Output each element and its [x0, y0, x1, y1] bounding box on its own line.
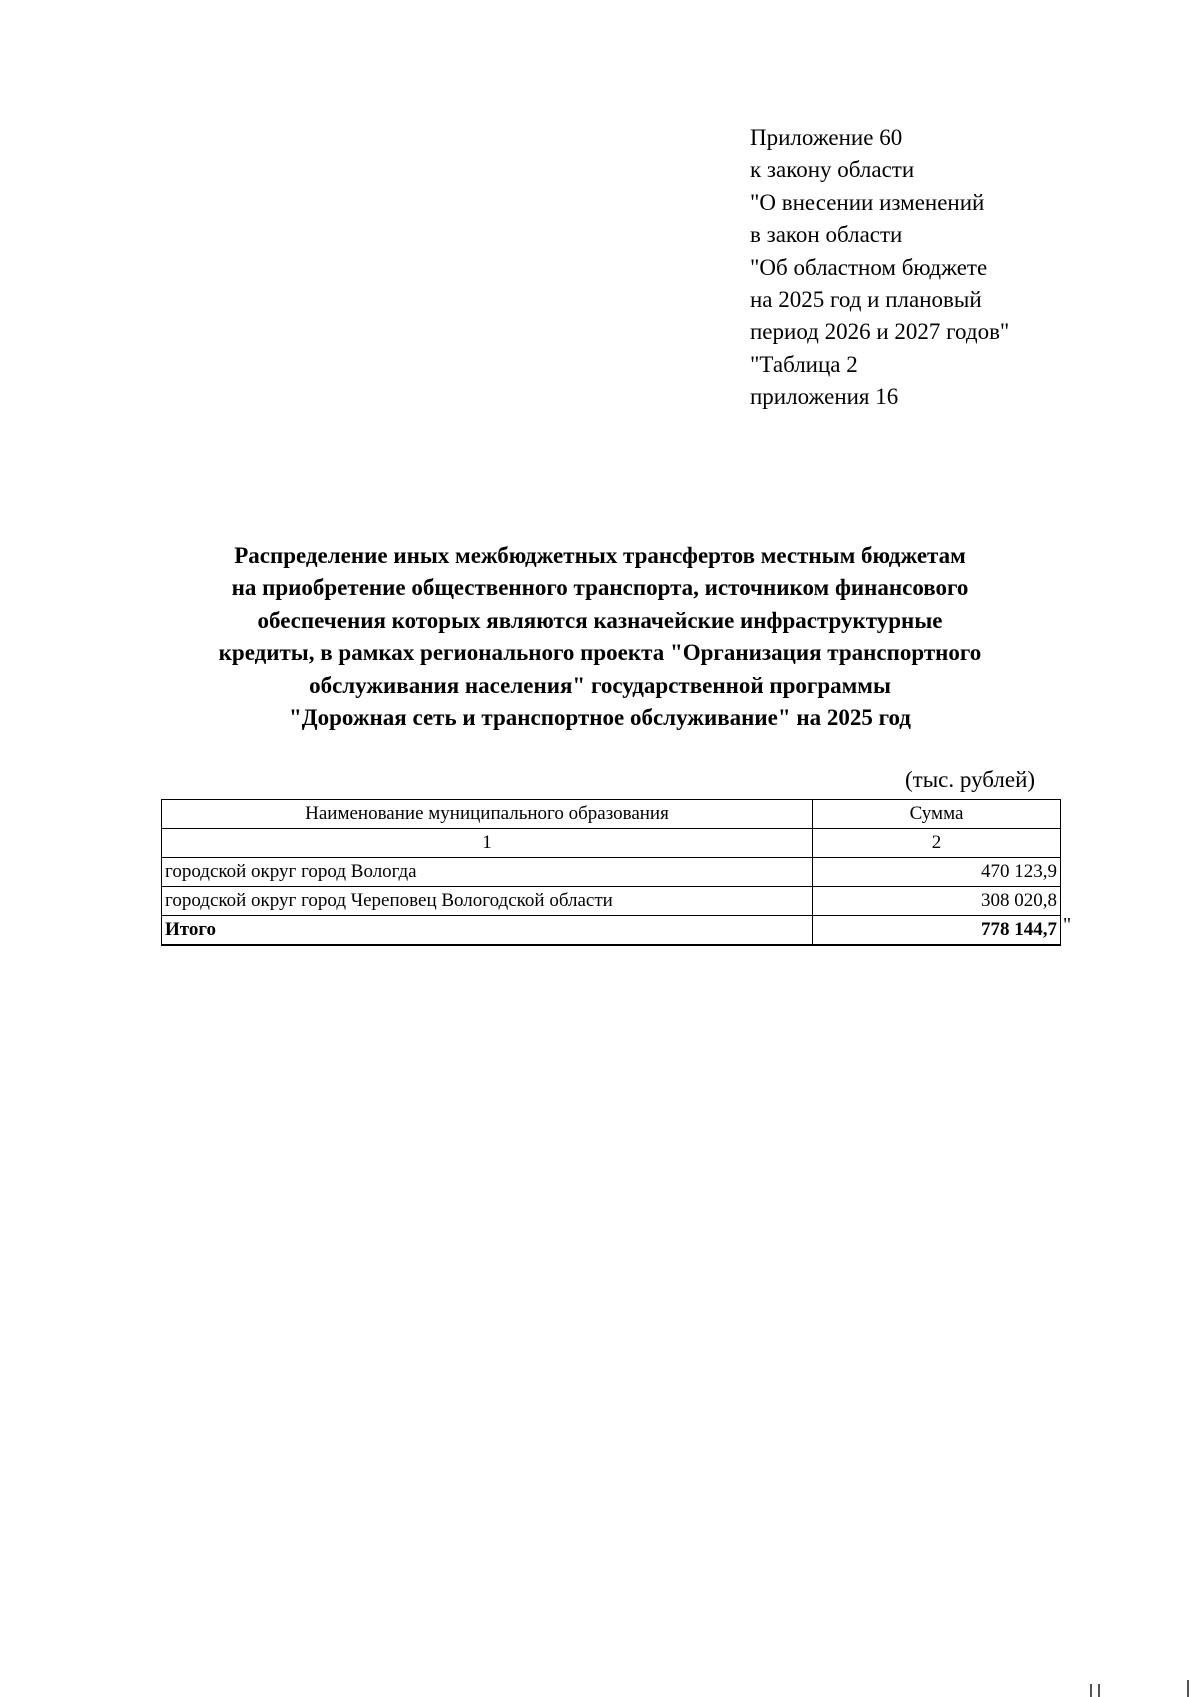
table-header-row	[162, 800, 1061, 829]
amount-value: 470 123,9	[813, 858, 1061, 887]
transfers-table	[161, 799, 1061, 946]
appendix-line: к закону области	[750, 157, 915, 183]
document-title	[160, 540, 1040, 734]
appendix-line: в закон области	[750, 222, 903, 248]
closing-quote-mark: "	[1063, 914, 1072, 936]
appendix-line: приложения 16	[750, 384, 899, 410]
table-row	[162, 858, 1061, 887]
units-label: (тыс. рублей)	[905, 767, 1036, 792]
appendix-header	[750, 122, 1009, 414]
title-line: кредиты, в рамках регионального проекта "Организация транспортного	[218, 640, 982, 666]
title-line: обеспечения которых являются казначейские инфраструктурные	[257, 607, 943, 633]
appendix-line: на 2025 год и плановый	[750, 287, 982, 313]
appendix-line: Приложение 60	[750, 125, 903, 150]
scan-artifact	[1187, 1680, 1189, 1697]
appendix-line: период 2026 и 2027 годов"	[750, 319, 1010, 345]
title-line: обслуживания населения" государственной программы	[309, 672, 891, 698]
column-header-name: Наименование муниципального образования	[162, 800, 813, 829]
title-line: "Дорожная сеть и транспортное обслуживание" на 2025 год	[289, 705, 911, 731]
total-row	[162, 916, 1061, 946]
column-number: 2	[813, 829, 1061, 858]
table-row	[162, 887, 1061, 916]
appendix-line: "Об областном бюджете	[750, 254, 988, 280]
column-header-amount: Сумма	[813, 800, 1061, 829]
municipality-name: городской округ город Вологда	[162, 858, 813, 887]
appendix-line: "О внесении изменений	[750, 189, 985, 215]
scan-artifact	[1090, 1684, 1092, 1697]
municipality-name: городской округ город Череповец Вологодской области	[162, 887, 813, 916]
scan-artifact	[1098, 1684, 1100, 1697]
total-label: Итого	[162, 916, 813, 946]
appendix-line: "Таблица 2	[750, 351, 858, 377]
total-amount: 778 144,7	[813, 916, 1061, 946]
title-line: на приобретение общественного транспорта, источником финансового	[231, 575, 969, 601]
title-line: Распределение иных межбюджетных трансфертов местным бюджетам	[234, 543, 966, 568]
column-number: 1	[162, 829, 813, 858]
column-number-row	[162, 829, 1061, 858]
amount-value: 308 020,8	[813, 887, 1061, 916]
